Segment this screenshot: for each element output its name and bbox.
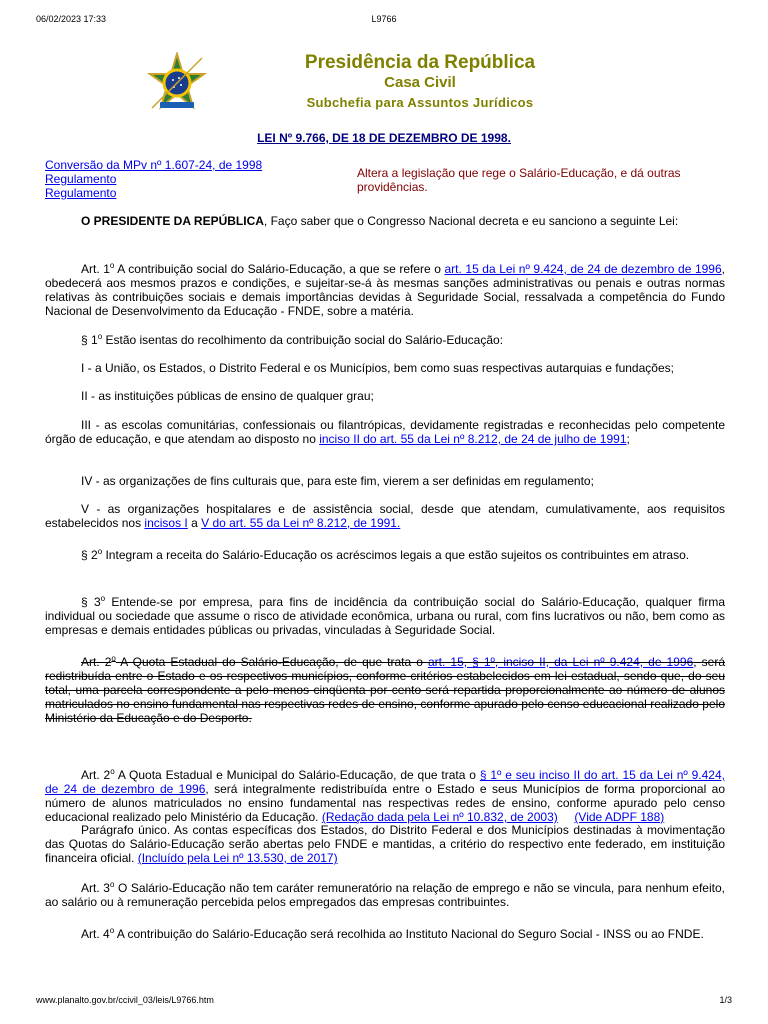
par1-label: § 1 (81, 333, 98, 347)
gov-office: Subchefia para Assuntos Jurídicos (306, 95, 534, 110)
inciso-5-link-art55[interactable]: V do art. 55 da Lei nº 8.212, de 1991. (201, 516, 401, 530)
inciso-3 (45, 418, 725, 446)
inciso-5-text: V - as organizações hospitalares e de assistência social, desde que atendam, cumulativamente, aos requisitos estabelecidos nos (45, 502, 725, 530)
art3-text: O Salário-Educação não tem caráter remuneratório na relação de emprego e não se vincula, para nenhum efeito, ao salário ou à remuneração percebida pelos empregados das empresas contribuintes. (45, 881, 725, 909)
art2-link-redacao[interactable]: (Redação dada pela Lei nº 10.832, de 2003) (321, 810, 558, 824)
art3-label: Art. 3 (81, 881, 110, 895)
art1-text-b: , obedecerá aos mesmos prazos e condições, e sujeitar-se-á às mesmas sanções administrativas ou penais e outras normas relativas às contribuições sociais e demais importâncias devidas à Seguridade Social, ressalvada a competência do Fundo Nacional de Desenvolvimento da Educação - FNDE, sobre a matéria. (45, 262, 725, 318)
art4-label: Art. 4 (81, 927, 110, 941)
art4-ordinal: o (109, 926, 115, 935)
reference-links (45, 158, 262, 200)
art2-ordinal: o (110, 767, 115, 776)
ementa: Altera a legislação que rege o Salário-Educação, e dá outras providências. (357, 166, 681, 194)
paragraph-3 (45, 595, 725, 637)
par2-ordinal: o (97, 547, 103, 556)
article-2-revoked (45, 655, 725, 725)
inciso-4 (45, 474, 725, 488)
par2-label: § 2 (81, 548, 98, 562)
article-4 (45, 927, 725, 941)
article-2 (45, 768, 725, 824)
inciso-3-end: ; (626, 432, 630, 446)
gov-subtitle: Casa Civil (384, 74, 456, 91)
art2-link-adpf[interactable]: (Vide ADPF 188) (574, 810, 665, 824)
inciso-3-link-lei-8212[interactable]: inciso II do art. 55 da Lei nº 8.212, de 24 de julho de 1991 (319, 432, 627, 446)
preamble (45, 214, 725, 228)
inciso-5-link-incisos[interactable]: incisos I (144, 516, 188, 530)
art2-link-lei-9424[interactable]: § 1º e seu inciso II do art. 15 da Lei nº 9.424, de 24 de dezembro de 1996 (45, 768, 725, 796)
paragraph-2 (45, 548, 725, 562)
inciso-1-text: I - a União, os Estados, o Distrito Federal e os Municípios, bem como suas respectivas autarquias e fundações; (81, 361, 674, 375)
par3-label: § 3 (81, 595, 101, 609)
inciso-1 (45, 361, 725, 375)
brazil-coat-of-arms-icon (146, 52, 208, 114)
art1-ordinal: o (109, 261, 115, 270)
inciso-5-mid: a (187, 516, 202, 530)
ref-link-conversao[interactable]: Conversão da MPv nº 1.607-24, de 1998 (45, 158, 263, 172)
art2-old-link[interactable]: art. 15, § 1º, inciso II, da Lei nº 9.424, de 1996 (428, 655, 694, 669)
art4-text: A contribuição do Salário-Educação será recolhida ao Instituto Nacional do Seguro Social - INSS ou ao FNDE. (114, 927, 704, 941)
inciso-2 (45, 389, 725, 403)
inciso-4-text: IV - as organizações de fins culturais que, para este fim, vierem a ser definidas em regulamento; (81, 474, 594, 488)
print-datetime: 06/02/2023 17:33 (36, 14, 107, 24)
article-1 (45, 262, 725, 318)
inciso-2-text: II - as instituições públicas de ensino de qualquer grau; (81, 389, 374, 403)
par3-text: Entende-se por empresa, para fins de incidência da contribuição social do Salário-Educação, qualquer firma individual ou sociedade que assume o risco de atividade econômica, urbana ou rural, com fins lucrativos ou não, bem como as empresas e demais entidades públicas ou privadas, vinculadas à Seguridade Social. (45, 595, 725, 637)
art3-ordinal: o (109, 880, 115, 889)
ref-link-regulamento-1[interactable]: Regulamento (45, 172, 117, 186)
par2-text: Integram a receita do Salário-Educação os acréscimos legais a que estão sujeitos os contribuintes em atraso. (102, 548, 690, 562)
paragrafo-unico-text: Parágrafo único. As contas específicas dos Estados, do Distrito Federal e dos Municípios destinadas à movimentação das Quotas do Salário-Educação serão abertas pelo FNDE e mantidas, a critério do respectivo ente federado, em instituição financeira oficial. (45, 823, 725, 865)
art1-text-a: A contribuição social do Salário-Educação, a que se refere o (114, 262, 445, 276)
ref-link-regulamento-2[interactable]: Regulamento (45, 186, 117, 200)
inciso-3-text: III - as escolas comunitárias, confessionais ou filantrópicas, devidamente registradas e reconhecidas pelo competente órgão de educação, e que atendam ao disposto no (45, 418, 725, 446)
paragrafo-unico (45, 823, 725, 865)
print-page-number: 1/3 (719, 995, 732, 1005)
par1-text: Estão isentas do recolhimento da contribuição social do Salário-Educação: (102, 333, 504, 347)
art2-label: Art. 2 (81, 768, 111, 782)
art2-old-text-b: , será redistribuída entre o Estado e os respectivos municípios, conforme critérios estabelecidos em lei estadual, sendo que, do seu total, uma parcela correspondente a pelo menos cinqüenta por cento será repartida proporcionalmente ao número de alunos matriculados no ensino fundamental nas respectivas redes de ensino, conforme apurado pelo censo educacional realizado pelo Ministério da Educação e do Desporto. (45, 655, 726, 725)
print-url: www.planalto.gov.br/ccivil_03/leis/L9766.htm (36, 995, 214, 1005)
par1-ordinal: o (97, 332, 103, 341)
preamble-bold: O PRESIDENTE DA REPÚBLICA (81, 214, 264, 228)
print-doc-name: L9766 (371, 14, 397, 24)
gov-title: Presidência da República (304, 52, 536, 73)
par3-ordinal: o (100, 594, 106, 603)
art2-old-label: Art. 2 (81, 655, 112, 669)
paragrafo-unico-link[interactable]: (Incluído pela Lei nº 13.530, de 2017) (137, 851, 338, 865)
art2-text-b: , será integralmente redistribuída entre o Estado e seus Municípios de forma proporcional ao número de alunos matriculados no ensino fundamental nas respectivas redes de ensino, conforme apurado pelo censo educacional realizado pelo Ministério da Educação. (45, 782, 726, 824)
art2-old-text-a: A Quota Estadual do Salário-Educação, de que trata o (115, 655, 428, 669)
art1-label: Art. 1 (81, 262, 110, 276)
inciso-5 (45, 502, 725, 530)
article-3 (45, 881, 725, 909)
paragraph-1 (45, 333, 725, 347)
law-title[interactable]: LEI Nº 9.766, DE 18 DE DEZEMBRO DE 1998. (257, 131, 511, 145)
art1-link-lei-9424[interactable]: art. 15 da Lei nº 9.424, de 24 de dezembro de 1996 (444, 262, 722, 276)
art2-text-a: A Quota Estadual e Municipal do Salário-Educação, de que trata o (114, 768, 480, 782)
art2-old-ordinal: o (111, 654, 116, 663)
preamble-text: , Faço saber que o Congresso Nacional decreta e eu sanciono a seguinte Lei: (263, 214, 679, 228)
